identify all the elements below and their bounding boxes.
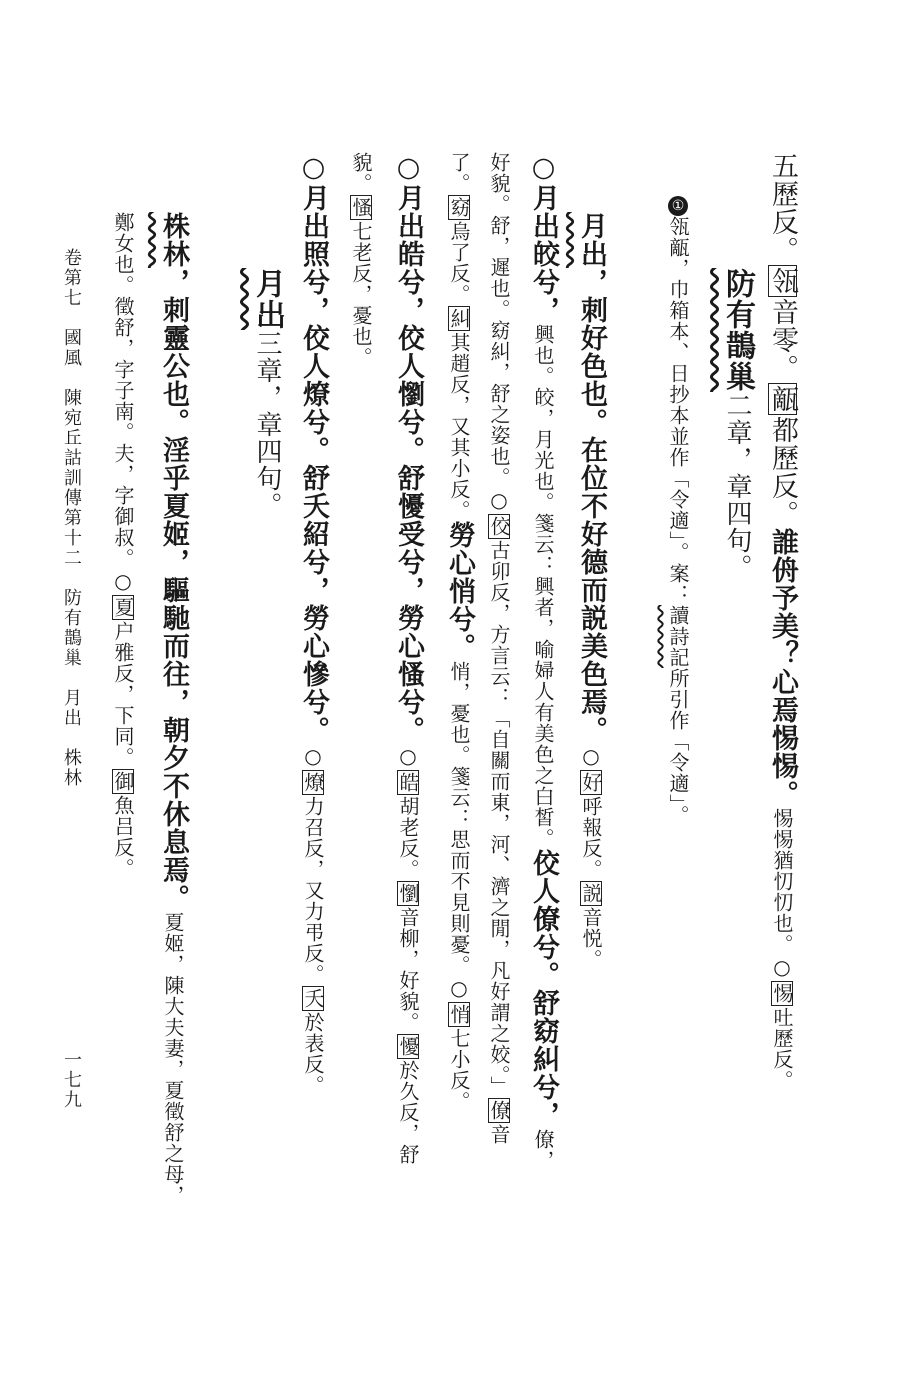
boxed-character: 懰 xyxy=(396,883,420,904)
text-segment: 五歷反。 xyxy=(767,152,798,264)
text-segment: 户雅反，下同。 xyxy=(111,621,135,768)
text-column xyxy=(112,212,134,879)
text-segment: 音柳，好貌。 xyxy=(396,907,420,1033)
boxed-character: 夭 xyxy=(301,988,325,1009)
text-segment: 音零。 xyxy=(767,298,798,382)
title-text: 讀詩記 xyxy=(666,605,690,668)
text-segment: 力召反，又力弔反。 xyxy=(301,796,325,985)
text-segment: ○ xyxy=(301,744,325,769)
text-segment: 瓴甋，巾箱本、日抄本並作「令適」。案： xyxy=(666,216,690,605)
text-segment: ○月出皓兮，佼人懰兮。舒懮受兮，勞心慅兮。 xyxy=(393,152,424,744)
text-segment: 吐歷反。 xyxy=(770,1007,794,1091)
boxed-character: 悄 xyxy=(447,1004,471,1025)
boxed-character: 慅 xyxy=(349,197,373,218)
text-segment: ，刺靈公也。淫乎夏姬，驅馳而往，朝夕不休息焉。 xyxy=(158,268,189,912)
text-column xyxy=(350,152,372,368)
text-segment: ○月出皎兮， xyxy=(528,152,559,324)
text-segment: 胡老反。 xyxy=(396,796,420,880)
text-segment: 七老反，憂也。 xyxy=(349,221,373,368)
title-text: 株林 xyxy=(158,212,189,268)
text-segment: 三章，章四句。 xyxy=(252,330,282,519)
text-column xyxy=(446,152,473,1112)
page-number: 一七九 xyxy=(61,1050,82,1110)
text-segment: 於久反，舒 xyxy=(396,1060,420,1165)
text-segment: 鄭女也。徵舒，字子南。夫，字御叔。○ xyxy=(111,212,135,594)
text-segment: 貌。 xyxy=(349,152,373,194)
boxed-character: 糾 xyxy=(447,308,471,329)
text-column xyxy=(768,152,797,1091)
text-segment: 古卯反，方言云：「自關而東，河、濟之閒，凡好謂之姣。」 xyxy=(487,540,511,1097)
boxed-character: 僚 xyxy=(487,1100,511,1121)
text-segment: 心焉惕惕。 xyxy=(767,668,798,808)
text-segment: 呼報反。 xyxy=(579,796,603,880)
boxed-character: 説 xyxy=(579,883,603,904)
boxed-character: 瓴 xyxy=(767,267,798,295)
text-column xyxy=(250,268,285,519)
title-text: 月出 xyxy=(250,268,285,330)
text-segment: 夏姬，陳大夫妻，夏徵舒之母， xyxy=(161,912,185,1206)
text-column xyxy=(578,212,605,970)
boxed-character: 惕 xyxy=(770,983,794,1004)
text-segment: 音悦。 xyxy=(579,907,603,970)
text-segment: 僚， xyxy=(531,1129,555,1171)
text-segment: ○月出照兮，佼人燎兮。舒夭紹兮，勞心慘兮。 xyxy=(298,152,329,744)
text-segment: 音 xyxy=(487,1124,511,1145)
running-header: 卷第七 國風 陳宛丘詁訓傳第十二 防有鵲巢 月出 株林 xyxy=(61,248,82,788)
text-segment: ，刺好色也。在位不好德而説美色焉。 xyxy=(576,268,607,744)
boxed-character: 皓 xyxy=(396,772,420,793)
text-column xyxy=(668,196,688,826)
text-segment: 勞心悄兮。 xyxy=(444,521,475,661)
text-segment: 悄，憂也。箋云：思而不見則憂。○ xyxy=(447,661,471,1001)
text-segment: 所引作「令適」。 xyxy=(666,668,690,826)
text-column xyxy=(395,152,422,1165)
text-column xyxy=(300,152,327,1096)
text-column xyxy=(720,268,755,581)
boxed-character: 佼 xyxy=(487,516,511,537)
text-segment: 其趙反，又其小反。 xyxy=(447,332,471,521)
boxed-character: 御 xyxy=(111,771,135,792)
text-segment: 七小反。 xyxy=(447,1028,471,1112)
text-segment: 誰侜予美？ xyxy=(767,528,798,668)
text-segment: ○ xyxy=(396,744,420,769)
text-column xyxy=(530,152,557,1171)
text-segment: 都歷反。 xyxy=(767,416,798,528)
boxed-character: 甋 xyxy=(767,385,798,413)
title-text: 月出 xyxy=(576,212,607,268)
text-segment: 舒窈糾兮， xyxy=(528,989,559,1129)
text-segment: 魚吕反。 xyxy=(111,795,135,879)
text-segment: ○ xyxy=(579,744,603,769)
boxed-character: 窈 xyxy=(447,197,471,218)
text-segment: 於表反。 xyxy=(301,1012,325,1096)
boxed-character: 懮 xyxy=(396,1036,420,1057)
title-text: 防有鵲巢 xyxy=(720,268,755,392)
text-segment: 二章，章四句。 xyxy=(722,392,752,581)
text-column xyxy=(160,212,187,1206)
boxed-character: 好 xyxy=(579,772,603,793)
text-segment: 烏了反。 xyxy=(447,221,471,305)
text-segment: 興也。皎，月光也。箋云：興者，喻婦人有美色之白皙。 xyxy=(531,324,555,849)
text-column xyxy=(488,152,510,1145)
text-segment: 惕惕猶忉忉也。○ xyxy=(770,808,794,980)
text-segment: 佼人僚兮。 xyxy=(528,849,559,989)
footnote-marker: ① xyxy=(670,197,686,215)
boxed-character: 夏 xyxy=(111,597,135,618)
text-segment: 好貌。舒，遲也。窈糾，舒之姿也。○ xyxy=(487,152,511,513)
text-segment: 了。 xyxy=(447,152,471,194)
boxed-character: 燎 xyxy=(301,772,325,793)
